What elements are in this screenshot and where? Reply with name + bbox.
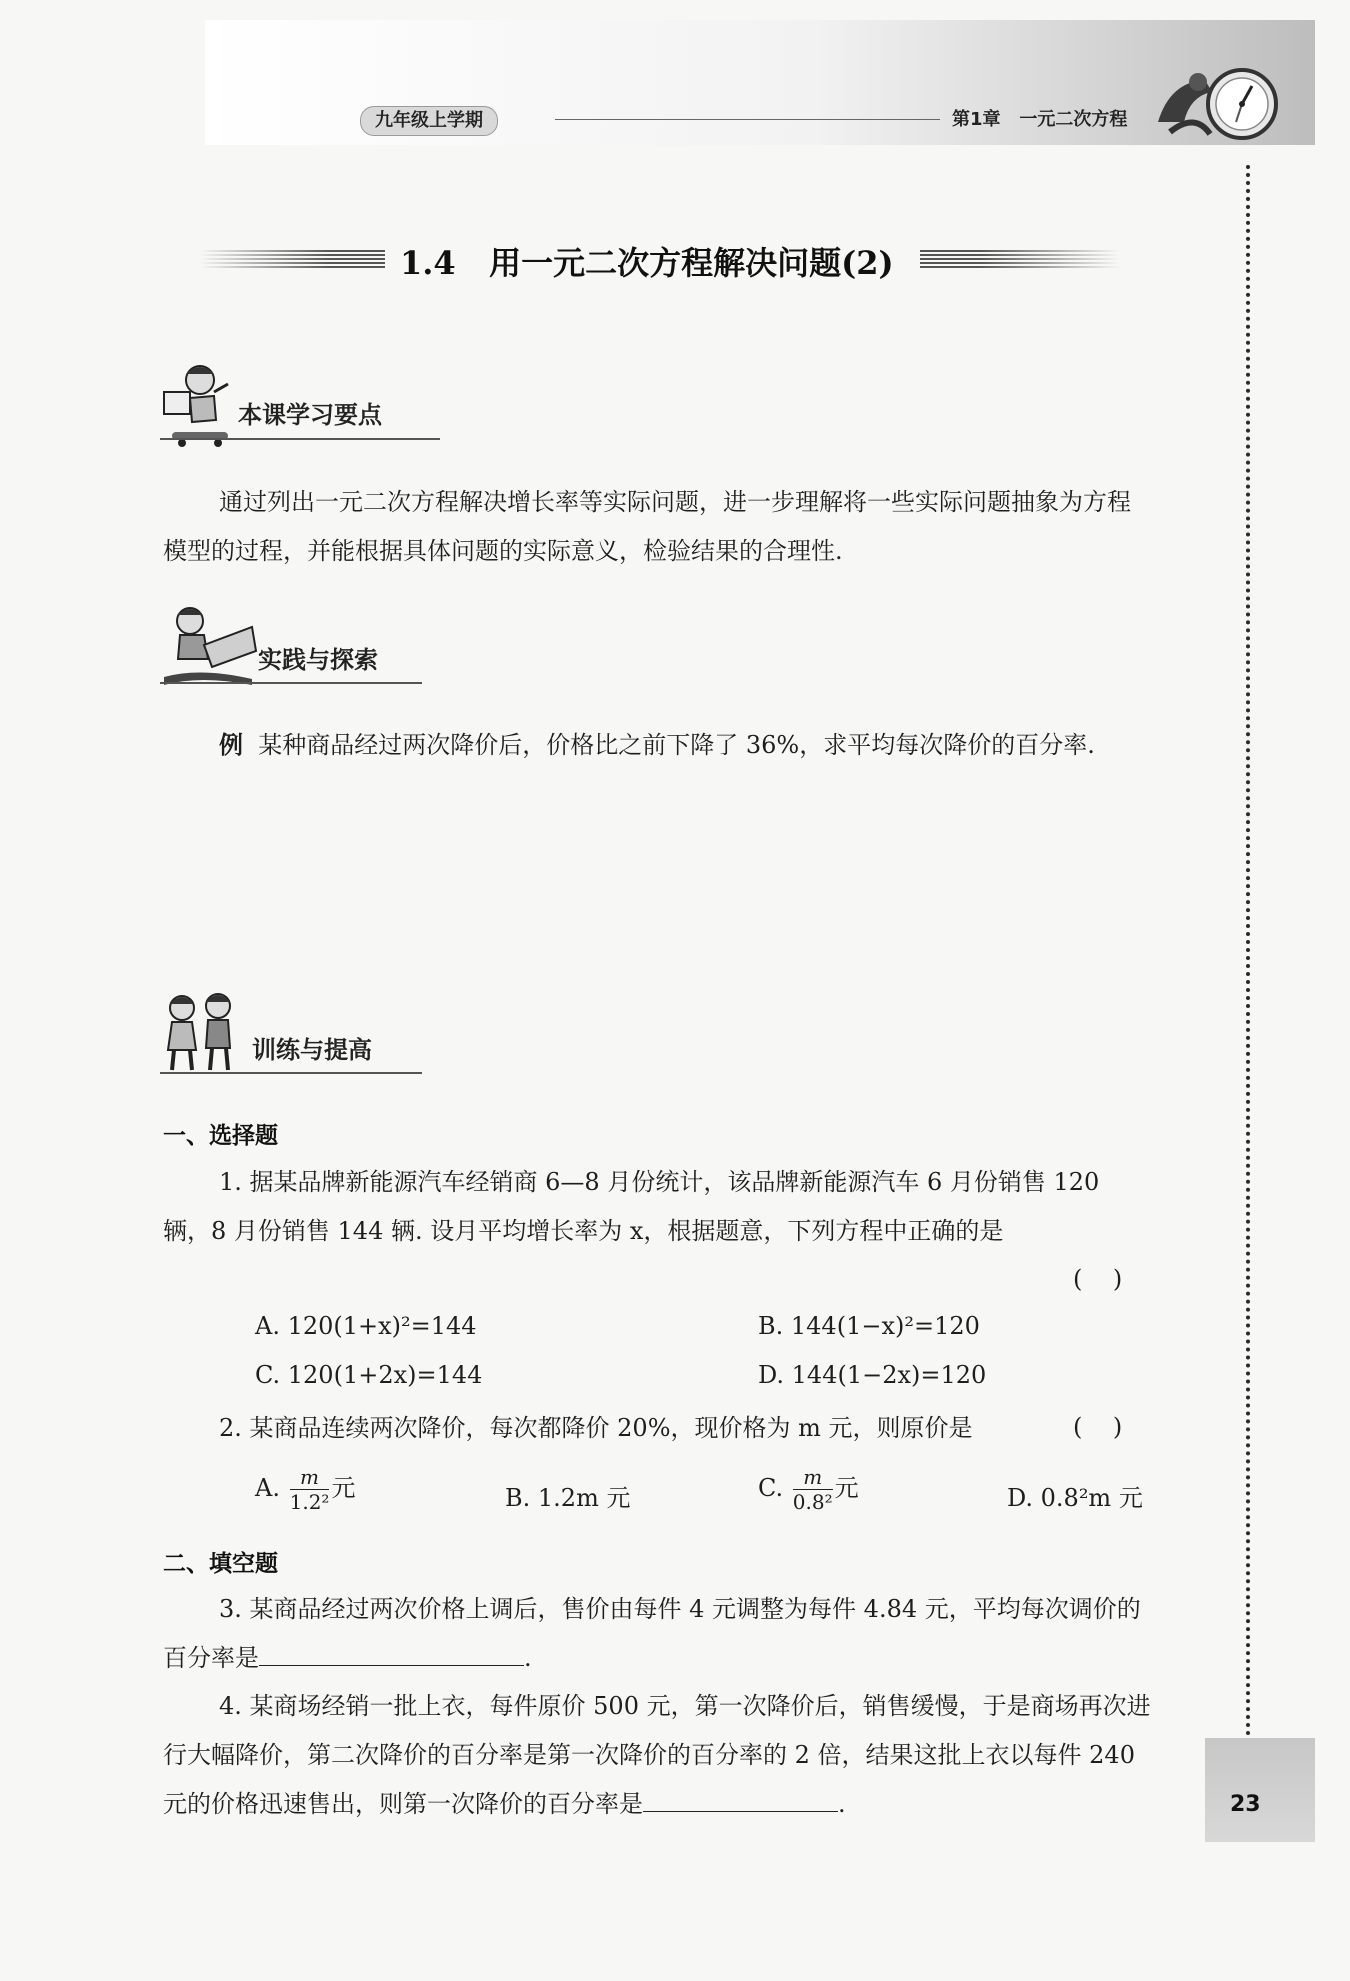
training-rule bbox=[160, 1072, 422, 1074]
q2-option-a-unit: 元 bbox=[331, 1474, 356, 1502]
key-points-rule bbox=[160, 438, 440, 440]
q2-option-c-den: 0.8² bbox=[792, 1490, 833, 1514]
boy-sliding-icon bbox=[160, 605, 260, 690]
dotted-margin bbox=[1246, 165, 1250, 1745]
training-heading: 训练与提高 bbox=[252, 1036, 372, 1064]
q4-end: . bbox=[838, 1790, 846, 1818]
part1-title: 一、选择题 bbox=[163, 1123, 278, 1149]
q1-option-d: D. 144(1−2x)=120 bbox=[758, 1361, 987, 1389]
q2-option-a-num: m bbox=[290, 1465, 330, 1490]
title-rule-right bbox=[920, 250, 1120, 268]
q2-option-c-num: m bbox=[793, 1465, 833, 1490]
chapter-label: 第1章 一元二次方程 bbox=[952, 109, 1128, 130]
page-number: 23 bbox=[1230, 1792, 1261, 1817]
key-points-heading: 本课学习要点 bbox=[238, 401, 382, 429]
grade-label: 九年级上学期 bbox=[360, 106, 498, 136]
q2-option-c-fraction bbox=[793, 1465, 833, 1514]
boy-reading-icon bbox=[162, 362, 232, 447]
q2-option-a-prefix: A. bbox=[255, 1474, 280, 1502]
q2-option-d: D. 0.8²m 元 bbox=[1007, 1484, 1143, 1512]
q1-option-c: C. 120(1+2x)=144 bbox=[255, 1361, 483, 1389]
q3-end: . bbox=[524, 1644, 532, 1672]
part2-title: 二、填空题 bbox=[163, 1551, 278, 1577]
q4-paragraph bbox=[163, 1682, 1153, 1829]
q2-stem: 2. 某商品连续两次降价，每次都降价 20%，现价格为 m 元，则原价是 bbox=[219, 1414, 973, 1442]
q1-stem: 1. 据某品牌新能源汽车经销商 6—8 月份统计，该品牌新能源汽车 6 月份销售 120 辆，8 月份销售 144 辆. 设月平均增长率为 x，根据题意，下列方程中正确的是 bbox=[163, 1168, 1100, 1245]
q3-paragraph bbox=[163, 1585, 1153, 1683]
q4-stem: 4. 某商场经销一批上衣，每件原价 500 元，第一次降价后，销售缓慢，于是商场再次进行大幅降价，第二次降价的百分率是第一次降价的百分率的 2 倍，结果这批上衣以每件 240 元的价格迅速售出，则第一次降价的百分率是 bbox=[163, 1692, 1151, 1818]
section-title: 1.4 用一元二次方程解决问题(2) bbox=[400, 244, 894, 282]
compass-mascot-icon bbox=[1150, 62, 1280, 147]
q1-option-a: A. 120(1+x)²=144 bbox=[255, 1312, 477, 1340]
key-points-text: 通过列出一元二次方程解决增长率等实际问题，进一步理解将一些实际问题抽象为方程模型的过程，并能根据具体问题的实际意义，检验结果的合理性. bbox=[163, 488, 1131, 565]
q2-option-a-fraction bbox=[290, 1465, 330, 1514]
two-kids-icon bbox=[160, 990, 245, 1075]
page-number-box bbox=[1205, 1738, 1315, 1842]
example-paragraph bbox=[163, 720, 1153, 770]
header-divider bbox=[555, 119, 940, 120]
example-text: 某种商品经过两次降价后，价格比之前下降了 36%，求平均每次降价的百分率. bbox=[258, 731, 1095, 759]
title-rule-left bbox=[200, 250, 385, 268]
q2-option-a bbox=[255, 1465, 355, 1514]
q4-answer-blank[interactable] bbox=[643, 1789, 838, 1812]
q1-option-b: B. 144(1−x)²=120 bbox=[758, 1312, 980, 1340]
q2-option-a-den: 1.2² bbox=[289, 1490, 330, 1514]
q2-option-c-prefix: C. bbox=[758, 1474, 784, 1502]
practice-rule bbox=[160, 682, 422, 684]
q2-option-b: B. 1.2m 元 bbox=[505, 1484, 631, 1512]
q2-option-c bbox=[758, 1465, 859, 1514]
q2-option-c-unit: 元 bbox=[834, 1474, 859, 1502]
q2-answer-paren: ( ) bbox=[1073, 1413, 1123, 1441]
example-label: 例 bbox=[219, 730, 243, 759]
q3-stem: 3. 某商品经过两次价格上调后，售价由每件 4 元调整为每件 4.84 元，平均每次调价的百分率是 bbox=[163, 1595, 1141, 1672]
q1-answer-paren: ( ) bbox=[1073, 1265, 1123, 1293]
q3-answer-blank[interactable] bbox=[259, 1643, 524, 1666]
example-spacer bbox=[243, 731, 258, 759]
practice-heading: 实践与探索 bbox=[258, 646, 378, 674]
